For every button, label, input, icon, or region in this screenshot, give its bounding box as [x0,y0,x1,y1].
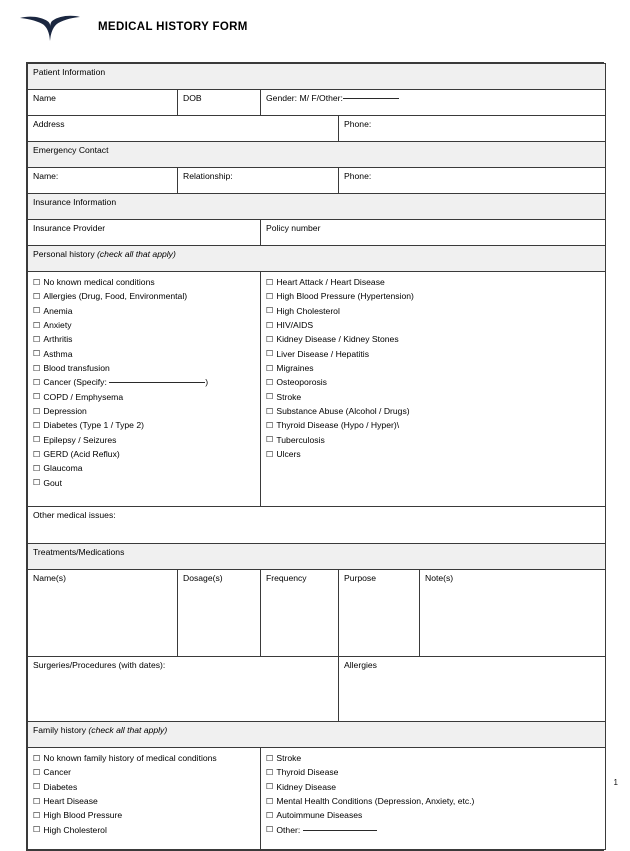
checkbox-icon[interactable]: ☐ [266,305,274,316]
checkbox-label: Asthma [43,348,73,359]
checkbox-item[interactable] [266,751,601,765]
table-row [28,64,606,90]
column-header-dosages: Dosage(s) [178,570,261,657]
checkbox-item-other[interactable] [266,823,601,837]
checkbox-icon[interactable]: ☐ [266,348,274,359]
field-phone[interactable]: Phone: [339,116,606,142]
checkbox-label: Kidney Disease [276,781,337,792]
checkbox-label: Cancer (Specify: [43,377,110,388]
table-row [28,272,606,507]
checkbox-icon[interactable]: ☐ [266,434,274,445]
field-other-medical-issues[interactable]: Other medical issues: [28,507,606,544]
checkbox-item[interactable] [33,433,256,447]
personal-history-left-column [28,272,261,507]
table-row [28,722,606,748]
family-history-subtitle: (check all that apply) [88,725,168,735]
checkbox-label: Depression [43,406,87,417]
checkbox-item-cancer[interactable] [33,375,256,389]
checkbox-icon[interactable]: ☐ [266,391,274,402]
checkbox-label: Diabetes [43,781,78,792]
family-history-right-list [266,751,601,837]
column-header-purpose: Purpose [339,570,420,657]
checkbox-item[interactable] [266,347,601,361]
section-header-patient-information: Patient Information [28,64,606,90]
checkbox-label: Stroke [276,391,302,402]
checkbox-icon[interactable]: ☐ [266,448,274,459]
checkbox-icon[interactable]: ☐ [33,752,41,763]
checkbox-item[interactable] [33,332,256,346]
checkbox-icon[interactable]: ☐ [266,405,274,416]
field-emergency-phone[interactable]: Phone: [339,168,606,194]
personal-history-subtitle: (check all that apply) [97,249,176,259]
column-header-notes: Note(s) [420,570,606,657]
family-history-left-list [33,751,256,837]
family-history-left-column [28,748,261,850]
checkbox-item[interactable] [33,751,256,765]
checkbox-icon[interactable]: ☐ [33,319,41,330]
checkbox-item[interactable] [266,390,601,404]
section-header-personal-history [28,246,606,272]
checkbox-icon[interactable]: ☐ [33,795,41,806]
checkbox-label: Allergies (Drug, Food, Environmental) [43,291,188,302]
medical-history-form [26,62,604,851]
personal-history-right-column [261,272,606,507]
wings-logo [18,10,82,44]
checkbox-label: High Blood Pressure (Hypertension) [276,291,414,302]
checkbox-item[interactable] [33,347,256,361]
checkbox-label: Ulcers [276,449,301,460]
field-allergies[interactable]: Allergies [339,657,606,722]
checkbox-icon[interactable]: ☐ [33,824,41,835]
checkbox-icon[interactable]: ☐ [266,377,274,388]
checkbox-icon[interactable]: ☐ [33,781,41,792]
checkbox-icon[interactable]: ☐ [33,448,41,459]
checkbox-item[interactable] [33,404,256,418]
section-header-family-history [28,722,606,748]
checkbox-label: COPD / Emphysema [43,391,124,402]
field-emergency-relationship[interactable]: Relationship: [178,168,339,194]
checkbox-icon[interactable]: ☐ [33,362,41,373]
checkbox-icon[interactable]: ☐ [266,809,274,820]
table-row [28,246,606,272]
checkbox-label: No known family history of medical conditions [43,753,217,763]
checkbox-item[interactable] [266,304,601,318]
field-emergency-name[interactable]: Name: [28,168,178,194]
field-gender-label: Gender: M/ F/Other: [266,93,343,103]
checkbox-icon[interactable]: ☐ [266,420,274,431]
checkbox-label: Thyroid Disease [276,767,339,778]
checkbox-icon[interactable]: ☐ [266,362,274,373]
checkbox-icon[interactable]: ☐ [266,752,274,763]
page-number: 1 [613,778,618,787]
checkbox-icon[interactable]: ☐ [33,333,41,344]
checkbox-item[interactable] [266,275,601,289]
checkbox-label: Substance Abuse (Alcohol / Drugs) [276,406,410,417]
checkbox-label: Migraines [276,363,314,374]
checkbox-icon[interactable]: ☐ [33,405,41,416]
checkbox-label: Anemia [43,305,73,316]
field-name[interactable]: Name [28,90,178,116]
checkbox-label: Gout [43,477,62,488]
checkbox-icon[interactable]: ☐ [33,276,41,287]
checkbox-item[interactable] [33,780,256,794]
checkbox-label: Stroke [276,753,302,763]
checkbox-item[interactable] [266,289,601,303]
checkbox-label: Thyroid Disease (Hypo / Hyper)\ [276,420,400,431]
checkbox-item[interactable] [266,794,601,808]
checkbox-item[interactable] [33,318,256,332]
document-header [0,0,630,54]
checkbox-item[interactable] [266,418,601,432]
checkbox-label: Heart Attack / Heart Disease [276,277,385,287]
checkbox-item[interactable] [33,447,256,461]
specify-blank-line[interactable] [109,382,205,383]
checkbox-item[interactable] [266,361,601,375]
checkbox-icon[interactable]: ☐ [266,824,274,835]
gender-blank-line[interactable] [343,98,399,99]
checkbox-item[interactable] [266,433,601,447]
checkbox-item[interactable] [266,375,601,389]
checkbox-label: Blood transfusion [43,363,110,374]
table-row [28,657,606,722]
table-row [28,748,606,850]
checkbox-item[interactable] [33,304,256,318]
checkbox-item[interactable] [33,361,256,375]
checkbox-label: Tuberculosis [276,434,325,445]
checkbox-label-suffix: ) [205,377,209,388]
checkbox-label: Osteoporosis [276,377,327,388]
checkbox-label: Anxiety [43,320,72,331]
field-address[interactable]: Address [28,116,339,142]
checkbox-icon[interactable]: ☐ [266,781,274,792]
checkbox-item[interactable] [266,318,601,332]
checkbox-label: Cancer [43,767,72,778]
column-header-names: Name(s) [28,570,178,657]
checkbox-item[interactable] [33,823,256,837]
table-row [28,90,606,116]
page-title: MEDICAL HISTORY FORM [98,21,248,33]
checkbox-item[interactable] [33,794,256,808]
table-row [28,168,606,194]
checkbox-icon[interactable]: ☐ [33,434,41,445]
checkbox-icon[interactable]: ☐ [33,391,41,402]
checkbox-label: High Blood Pressure [43,810,123,821]
table-row [28,142,606,168]
checkbox-icon[interactable]: ☐ [33,463,41,474]
checkbox-item[interactable] [266,780,601,794]
checkbox-item[interactable] [266,808,601,822]
checkbox-item[interactable] [266,404,601,418]
checkbox-icon[interactable]: ☐ [266,319,274,330]
checkbox-label: HIV/AIDS [276,320,314,331]
checkbox-label: Heart Disease [43,796,98,807]
checkbox-label: Diabetes (Type 1 / Type 2) [43,420,144,431]
checkbox-item[interactable] [33,808,256,822]
family-history-title: Family history [33,725,87,735]
checkbox-label: Epilepsy / Seizures [43,434,117,445]
table-row [28,570,606,657]
table-row [28,194,606,220]
field-surgeries-procedures[interactable]: Surgeries/Procedures (with dates): [28,657,339,722]
field-insurance-provider[interactable]: Insurance Provider [28,220,261,246]
column-header-frequency: Frequency [261,570,339,657]
checkbox-label: Kidney Disease / Kidney Stones [276,334,399,345]
checkbox-label: High Cholesterol [276,305,340,316]
section-header-treatments-medications: Treatments/Medications [28,544,606,570]
checkbox-icon[interactable]: ☐ [266,766,274,777]
table-row [28,544,606,570]
field-gender[interactable] [261,90,606,116]
checkbox-label: High Cholesterol [43,824,107,835]
checkbox-icon[interactable]: ☐ [266,333,274,344]
checkbox-icon[interactable]: ☐ [266,276,274,287]
table-row [28,507,606,544]
checkbox-icon[interactable]: ☐ [33,766,41,777]
checkbox-item[interactable] [33,476,256,490]
checkbox-icon[interactable]: ☐ [33,420,41,431]
checkbox-label: GERD (Acid Reflux) [43,449,120,460]
checkbox-item[interactable] [266,765,601,779]
personal-history-left-list [33,275,256,490]
checkbox-label: Other: [276,824,303,835]
checkbox-label: Liver Disease / Hepatitis [276,348,370,359]
personal-history-right-list [266,275,601,461]
section-header-insurance-information: Insurance Information [28,194,606,220]
table-row [28,116,606,142]
checkbox-label: Autoimmune Diseases [276,810,363,821]
field-policy-number[interactable]: Policy number [261,220,606,246]
checkbox-item[interactable] [33,418,256,432]
checkbox-icon[interactable]: ☐ [33,477,41,488]
checkbox-item[interactable] [33,390,256,404]
section-header-emergency-contact: Emergency Contact [28,142,606,168]
checkbox-item[interactable] [33,765,256,779]
checkbox-item[interactable] [33,461,256,475]
checkbox-item[interactable] [266,447,601,461]
table-row [28,220,606,246]
checkbox-icon[interactable]: ☐ [266,290,274,301]
checkbox-icon[interactable]: ☐ [33,305,41,316]
checkbox-icon[interactable]: ☐ [266,795,274,806]
checkbox-icon[interactable]: ☐ [33,377,41,388]
checkbox-label: Mental Health Conditions (Depression, Anxiety, etc.) [276,796,475,807]
checkbox-icon[interactable]: ☐ [33,809,41,820]
checkbox-item[interactable] [33,289,256,303]
checkbox-item[interactable] [33,275,256,289]
personal-history-title: Personal history [33,249,95,259]
checkbox-label: Arthritis [43,334,73,345]
field-dob[interactable]: DOB [178,90,261,116]
checkbox-label: No known medical conditions [43,277,155,287]
checkbox-icon[interactable]: ☐ [33,348,41,359]
checkbox-icon[interactable]: ☐ [33,290,41,301]
checkbox-item[interactable] [266,332,601,346]
specify-blank-line[interactable] [303,830,377,831]
checkbox-label: Glaucoma [43,463,83,474]
family-history-right-column [261,748,606,850]
